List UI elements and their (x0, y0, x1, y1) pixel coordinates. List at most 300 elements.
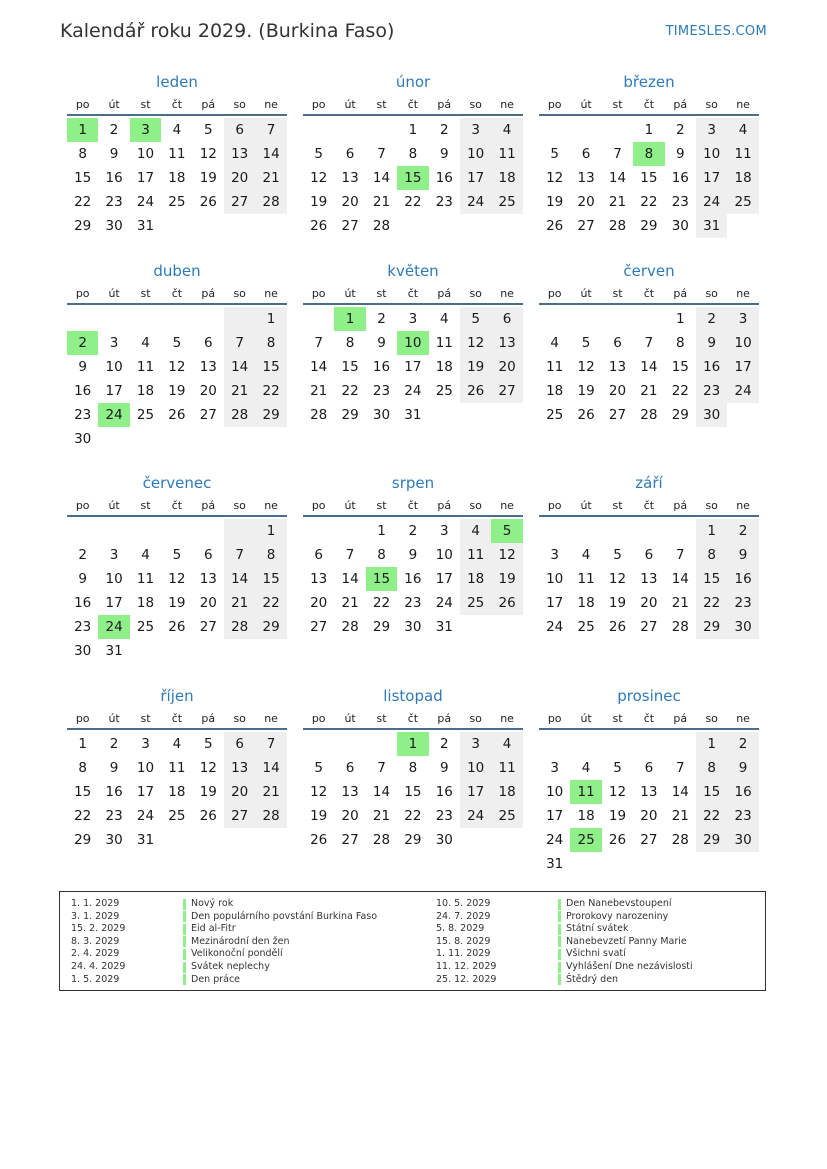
day-cell[interactable]: 13 (224, 756, 255, 780)
day-cell[interactable]: 2 (408, 523, 418, 539)
day-cell[interactable]: 13 (199, 571, 217, 587)
day-cell[interactable]: 23 (74, 619, 92, 635)
day-cell[interactable]: 24 (435, 595, 453, 611)
day-cell[interactable]: 30 (435, 832, 453, 848)
day-cell[interactable]: 23 (404, 595, 422, 611)
day-cell[interactable]: 13 (491, 331, 522, 355)
day-cell[interactable]: 19 (199, 784, 217, 800)
holiday-day-cell[interactable]: 1 (67, 118, 98, 142)
day-cell[interactable]: 28 (224, 615, 255, 639)
day-cell[interactable]: 9 (377, 335, 386, 351)
day-cell[interactable]: 20 (199, 595, 217, 611)
day-cell[interactable]: 25 (168, 194, 186, 210)
holiday-day-cell[interactable]: 11 (570, 780, 601, 804)
day-cell[interactable]: 24 (136, 194, 155, 210)
day-cell[interactable]: 20 (341, 194, 359, 210)
day-cell[interactable]: 7 (377, 760, 386, 776)
day-cell[interactable]: 8 (408, 760, 418, 776)
day-cell[interactable]: 1 (696, 519, 727, 543)
day-cell[interactable]: 14 (255, 756, 286, 780)
day-cell[interactable]: 27 (224, 804, 255, 828)
day-cell[interactable]: 14 (640, 359, 658, 375)
day-cell[interactable]: 9 (696, 331, 727, 355)
day-cell[interactable]: 18 (136, 383, 155, 399)
day-cell[interactable]: 11 (577, 571, 595, 587)
day-cell[interactable]: 1 (255, 519, 286, 543)
day-cell[interactable]: 3 (727, 307, 758, 331)
day-cell[interactable]: 27 (640, 619, 658, 635)
day-cell[interactable]: 2 (727, 519, 758, 543)
day-cell[interactable]: 18 (168, 784, 186, 800)
day-cell[interactable]: 23 (696, 379, 727, 403)
holiday-day-cell[interactable]: 1 (397, 732, 428, 756)
day-cell[interactable]: 1 (696, 732, 727, 756)
day-cell[interactable]: 16 (105, 784, 123, 800)
day-cell[interactable]: 22 (255, 379, 286, 403)
day-cell[interactable]: 10 (136, 760, 155, 776)
day-cell[interactable]: 30 (727, 615, 758, 639)
day-cell[interactable]: 3 (550, 547, 559, 563)
day-cell[interactable]: 12 (199, 760, 217, 776)
day-cell[interactable]: 22 (372, 595, 391, 611)
day-cell[interactable]: 17 (696, 166, 727, 190)
day-cell[interactable]: 16 (404, 571, 422, 587)
day-cell[interactable]: 22 (74, 808, 92, 824)
holiday-day-cell[interactable]: 10 (397, 331, 428, 355)
day-cell[interactable]: 21 (341, 595, 359, 611)
day-cell[interactable]: 24 (404, 383, 422, 399)
day-cell[interactable]: 24 (460, 190, 491, 214)
day-cell[interactable]: 5 (460, 307, 491, 331)
day-cell[interactable]: 26 (491, 591, 522, 615)
day-cell[interactable]: 13 (608, 359, 627, 375)
day-cell[interactable]: 20 (640, 808, 658, 824)
day-cell[interactable]: 19 (199, 170, 217, 186)
day-cell[interactable]: 16 (435, 784, 453, 800)
day-cell[interactable]: 26 (608, 619, 627, 635)
day-cell[interactable]: 5 (581, 335, 591, 351)
day-cell[interactable]: 19 (168, 595, 186, 611)
day-cell[interactable]: 19 (460, 355, 491, 379)
day-cell[interactable]: 14 (372, 170, 391, 186)
day-cell[interactable]: 4 (460, 519, 491, 543)
day-cell[interactable]: 13 (341, 784, 359, 800)
day-cell[interactable]: 20 (640, 595, 658, 611)
day-cell[interactable]: 20 (310, 595, 328, 611)
day-cell[interactable]: 19 (310, 808, 328, 824)
day-cell[interactable]: 11 (136, 571, 155, 587)
day-cell[interactable]: 9 (727, 543, 758, 567)
day-cell[interactable]: 3 (460, 118, 491, 142)
day-cell[interactable]: 2 (675, 122, 685, 138)
day-cell[interactable]: 21 (224, 379, 255, 403)
day-cell[interactable]: 10 (460, 756, 491, 780)
day-cell[interactable]: 9 (439, 146, 449, 162)
day-cell[interactable]: 24 (546, 832, 564, 848)
day-cell[interactable]: 7 (675, 547, 685, 563)
day-cell[interactable]: 10 (136, 146, 155, 162)
day-cell[interactable]: 14 (341, 571, 359, 587)
day-cell[interactable]: 17 (435, 571, 453, 587)
day-cell[interactable]: 12 (310, 784, 328, 800)
day-cell[interactable]: 2 (439, 122, 449, 138)
day-cell[interactable]: 17 (105, 383, 123, 399)
day-cell[interactable]: 16 (727, 567, 758, 591)
day-cell[interactable]: 10 (546, 784, 564, 800)
day-cell[interactable]: 2 (439, 736, 449, 752)
day-cell[interactable]: 8 (78, 146, 87, 162)
day-cell[interactable]: 5 (203, 122, 213, 138)
day-cell[interactable]: 30 (74, 643, 92, 659)
day-cell[interactable]: 24 (546, 619, 564, 635)
day-cell[interactable]: 14 (671, 784, 689, 800)
day-cell[interactable]: 21 (608, 194, 627, 210)
day-cell[interactable]: 8 (408, 146, 418, 162)
day-cell[interactable]: 15 (255, 355, 286, 379)
day-cell[interactable]: 3 (109, 335, 119, 351)
day-cell[interactable]: 4 (581, 760, 591, 776)
day-cell[interactable]: 22 (404, 808, 422, 824)
day-cell[interactable]: 31 (696, 214, 727, 238)
day-cell[interactable]: 24 (460, 804, 491, 828)
day-cell[interactable]: 5 (203, 736, 213, 752)
day-cell[interactable]: 25 (136, 619, 155, 635)
day-cell[interactable]: 15 (255, 567, 286, 591)
day-cell[interactable]: 1 (408, 122, 418, 138)
day-cell[interactable]: 26 (199, 808, 217, 824)
day-cell[interactable]: 30 (671, 218, 689, 234)
day-cell[interactable]: 28 (255, 804, 286, 828)
day-cell[interactable]: 6 (345, 146, 355, 162)
day-cell[interactable]: 28 (372, 218, 391, 234)
day-cell[interactable]: 12 (608, 784, 627, 800)
holiday-day-cell[interactable]: 1 (334, 307, 365, 331)
day-cell[interactable]: 2 (696, 307, 727, 331)
day-cell[interactable]: 10 (460, 142, 491, 166)
day-cell[interactable]: 13 (577, 170, 595, 186)
day-cell[interactable]: 17 (546, 595, 564, 611)
day-cell[interactable]: 16 (727, 780, 758, 804)
day-cell[interactable]: 23 (74, 407, 92, 423)
day-cell[interactable]: 28 (255, 190, 286, 214)
day-cell[interactable]: 20 (577, 194, 595, 210)
day-cell[interactable]: 25 (727, 190, 758, 214)
day-cell[interactable]: 9 (109, 760, 119, 776)
day-cell[interactable]: 29 (255, 615, 286, 639)
day-cell[interactable]: 30 (74, 431, 92, 447)
day-cell[interactable]: 27 (224, 190, 255, 214)
day-cell[interactable]: 9 (408, 547, 418, 563)
day-cell[interactable]: 29 (74, 218, 92, 234)
day-cell[interactable]: 30 (105, 832, 123, 848)
day-cell[interactable]: 18 (577, 595, 595, 611)
day-cell[interactable]: 9 (78, 359, 87, 375)
day-cell[interactable]: 16 (435, 170, 453, 186)
day-cell[interactable]: 26 (168, 407, 186, 423)
day-cell[interactable]: 16 (671, 170, 689, 186)
day-cell[interactable]: 14 (255, 142, 286, 166)
day-cell[interactable]: 11 (727, 142, 758, 166)
day-cell[interactable]: 8 (255, 543, 286, 567)
day-cell[interactable]: 5 (172, 335, 182, 351)
day-cell[interactable]: 22 (255, 591, 286, 615)
day-cell[interactable]: 5 (613, 760, 622, 776)
day-cell[interactable]: 6 (491, 307, 522, 331)
day-cell[interactable]: 27 (608, 407, 627, 423)
day-cell[interactable]: 12 (546, 170, 564, 186)
day-cell[interactable]: 10 (435, 547, 453, 563)
day-cell[interactable]: 17 (727, 355, 758, 379)
day-cell[interactable]: 29 (372, 619, 391, 635)
day-cell[interactable]: 20 (341, 808, 359, 824)
day-cell[interactable]: 8 (675, 335, 685, 351)
day-cell[interactable]: 20 (608, 383, 627, 399)
day-cell[interactable]: 30 (404, 619, 422, 635)
day-cell[interactable]: 7 (377, 146, 386, 162)
day-cell[interactable]: 30 (727, 828, 758, 852)
day-cell[interactable]: 7 (675, 760, 685, 776)
day-cell[interactable]: 16 (74, 595, 92, 611)
day-cell[interactable]: 14 (372, 784, 391, 800)
day-cell[interactable]: 7 (613, 146, 622, 162)
day-cell[interactable]: 6 (644, 760, 654, 776)
day-cell[interactable]: 27 (640, 832, 658, 848)
day-cell[interactable]: 7 (345, 547, 355, 563)
day-cell[interactable]: 31 (136, 832, 155, 848)
day-cell[interactable]: 3 (439, 523, 449, 539)
day-cell[interactable]: 6 (581, 146, 591, 162)
day-cell[interactable]: 22 (640, 194, 658, 210)
day-cell[interactable]: 12 (199, 146, 217, 162)
day-cell[interactable]: 23 (105, 194, 123, 210)
day-cell[interactable]: 19 (491, 567, 522, 591)
day-cell[interactable]: 6 (224, 732, 255, 756)
day-cell[interactable]: 21 (255, 780, 286, 804)
day-cell[interactable]: 8 (78, 760, 87, 776)
day-cell[interactable]: 8 (696, 756, 727, 780)
day-cell[interactable]: 7 (255, 118, 286, 142)
day-cell[interactable]: 19 (546, 194, 564, 210)
day-cell[interactable]: 18 (577, 808, 595, 824)
day-cell[interactable]: 4 (727, 118, 758, 142)
day-cell[interactable]: 29 (404, 832, 422, 848)
day-cell[interactable]: 23 (435, 194, 453, 210)
day-cell[interactable]: 15 (640, 170, 658, 186)
day-cell[interactable]: 3 (696, 118, 727, 142)
day-cell[interactable]: 28 (224, 403, 255, 427)
day-cell[interactable]: 31 (404, 407, 422, 423)
day-cell[interactable]: 6 (203, 335, 213, 351)
holiday-day-cell[interactable]: 8 (633, 142, 664, 166)
day-cell[interactable]: 4 (581, 547, 591, 563)
day-cell[interactable]: 21 (310, 383, 328, 399)
day-cell[interactable]: 16 (74, 383, 92, 399)
day-cell[interactable]: 2 (109, 122, 119, 138)
holiday-day-cell[interactable]: 24 (98, 615, 129, 639)
day-cell[interactable]: 16 (696, 355, 727, 379)
day-cell[interactable]: 20 (491, 355, 522, 379)
day-cell[interactable]: 9 (439, 760, 449, 776)
day-cell[interactable]: 26 (310, 218, 328, 234)
day-cell[interactable]: 3 (550, 760, 559, 776)
day-cell[interactable]: 21 (372, 194, 391, 210)
day-cell[interactable]: 27 (577, 218, 595, 234)
day-cell[interactable]: 1 (377, 523, 386, 539)
day-cell[interactable]: 2 (377, 311, 386, 327)
day-cell[interactable]: 15 (74, 784, 92, 800)
day-cell[interactable]: 3 (141, 736, 150, 752)
day-cell[interactable]: 3 (460, 732, 491, 756)
day-cell[interactable]: 13 (199, 359, 217, 375)
day-cell[interactable]: 13 (224, 142, 255, 166)
day-cell[interactable]: 25 (546, 407, 564, 423)
day-cell[interactable]: 9 (109, 146, 119, 162)
day-cell[interactable]: 6 (613, 335, 622, 351)
day-cell[interactable]: 12 (577, 359, 595, 375)
day-cell[interactable]: 25 (577, 619, 595, 635)
day-cell[interactable]: 24 (696, 190, 727, 214)
day-cell[interactable]: 13 (640, 571, 658, 587)
day-cell[interactable]: 15 (404, 784, 422, 800)
day-cell[interactable]: 22 (404, 194, 422, 210)
day-cell[interactable]: 12 (608, 571, 627, 587)
day-cell[interactable]: 30 (372, 407, 391, 423)
day-cell[interactable]: 25 (491, 804, 522, 828)
day-cell[interactable]: 18 (491, 780, 522, 804)
day-cell[interactable]: 9 (727, 756, 758, 780)
day-cell[interactable]: 4 (141, 547, 150, 563)
day-cell[interactable]: 7 (314, 335, 323, 351)
day-cell[interactable]: 9 (78, 571, 87, 587)
day-cell[interactable]: 23 (435, 808, 453, 824)
day-cell[interactable]: 17 (136, 170, 155, 186)
day-cell[interactable]: 23 (671, 194, 689, 210)
day-cell[interactable]: 25 (168, 808, 186, 824)
day-cell[interactable]: 28 (640, 407, 658, 423)
day-cell[interactable]: 29 (696, 828, 727, 852)
day-cell[interactable]: 11 (546, 359, 564, 375)
day-cell[interactable]: 22 (74, 194, 92, 210)
day-cell[interactable]: 8 (345, 335, 355, 351)
day-cell[interactable]: 6 (224, 118, 255, 142)
day-cell[interactable]: 16 (372, 359, 391, 375)
day-cell[interactable]: 1 (675, 311, 685, 327)
day-cell[interactable]: 15 (74, 170, 92, 186)
day-cell[interactable]: 6 (314, 547, 323, 563)
day-cell[interactable]: 20 (224, 780, 255, 804)
day-cell[interactable]: 2 (78, 547, 87, 563)
day-cell[interactable]: 25 (136, 407, 155, 423)
day-cell[interactable]: 31 (435, 619, 453, 635)
day-cell[interactable]: 22 (696, 591, 727, 615)
day-cell[interactable]: 14 (608, 170, 627, 186)
holiday-day-cell[interactable]: 24 (98, 403, 129, 427)
day-cell[interactable]: 30 (105, 218, 123, 234)
day-cell[interactable]: 26 (577, 407, 595, 423)
day-cell[interactable]: 1 (644, 122, 654, 138)
day-cell[interactable]: 27 (199, 619, 217, 635)
day-cell[interactable]: 7 (224, 543, 255, 567)
day-cell[interactable]: 10 (696, 142, 727, 166)
day-cell[interactable]: 26 (310, 832, 328, 848)
day-cell[interactable]: 4 (172, 122, 182, 138)
day-cell[interactable]: 12 (168, 571, 186, 587)
day-cell[interactable]: 16 (105, 170, 123, 186)
day-cell[interactable]: 20 (199, 383, 217, 399)
day-cell[interactable]: 18 (460, 567, 491, 591)
day-cell[interactable]: 19 (608, 808, 627, 824)
day-cell[interactable]: 2 (727, 732, 758, 756)
day-cell[interactable]: 20 (224, 166, 255, 190)
day-cell[interactable]: 26 (460, 379, 491, 403)
day-cell[interactable]: 13 (310, 571, 328, 587)
day-cell[interactable]: 27 (341, 832, 359, 848)
day-cell[interactable]: 19 (168, 383, 186, 399)
day-cell[interactable]: 23 (105, 808, 123, 824)
holiday-day-cell[interactable]: 25 (570, 828, 601, 852)
day-cell[interactable]: 21 (224, 591, 255, 615)
day-cell[interactable]: 23 (372, 383, 391, 399)
day-cell[interactable]: 6 (345, 760, 355, 776)
day-cell[interactable]: 4 (491, 118, 522, 142)
day-cell[interactable]: 5 (314, 146, 323, 162)
day-cell[interactable]: 15 (696, 567, 727, 591)
day-cell[interactable]: 10 (105, 571, 123, 587)
day-cell[interactable]: 14 (224, 567, 255, 591)
day-cell[interactable]: 19 (577, 383, 595, 399)
day-cell[interactable]: 29 (341, 407, 359, 423)
day-cell[interactable]: 18 (168, 170, 186, 186)
day-cell[interactable]: 17 (105, 595, 123, 611)
day-cell[interactable]: 17 (460, 780, 491, 804)
day-cell[interactable]: 17 (546, 808, 564, 824)
day-cell[interactable]: 29 (671, 407, 689, 423)
day-cell[interactable]: 15 (696, 780, 727, 804)
day-cell[interactable]: 5 (172, 547, 182, 563)
holiday-day-cell[interactable]: 5 (491, 519, 522, 543)
day-cell[interactable]: 18 (727, 166, 758, 190)
day-cell[interactable]: 18 (136, 595, 155, 611)
day-cell[interactable]: 28 (310, 407, 328, 423)
day-cell[interactable]: 26 (546, 218, 564, 234)
day-cell[interactable]: 26 (199, 194, 217, 210)
day-cell[interactable]: 18 (546, 383, 564, 399)
day-cell[interactable]: 21 (671, 808, 689, 824)
day-cell[interactable]: 27 (491, 379, 522, 403)
day-cell[interactable]: 12 (460, 331, 491, 355)
day-cell[interactable]: 2 (109, 736, 119, 752)
day-cell[interactable]: 15 (341, 359, 359, 375)
day-cell[interactable]: 31 (546, 856, 564, 872)
day-cell[interactable]: 25 (491, 190, 522, 214)
day-cell[interactable]: 13 (640, 784, 658, 800)
day-cell[interactable]: 4 (550, 335, 559, 351)
brand-logo-text[interactable]: TIMESLES.COM (665, 24, 767, 39)
day-cell[interactable]: 29 (255, 403, 286, 427)
holiday-day-cell[interactable]: 15 (397, 166, 428, 190)
day-cell[interactable]: 25 (460, 591, 491, 615)
day-cell[interactable]: 17 (460, 166, 491, 190)
day-cell[interactable]: 19 (608, 595, 627, 611)
day-cell[interactable]: 4 (491, 732, 522, 756)
day-cell[interactable]: 7 (224, 331, 255, 355)
day-cell[interactable]: 6 (644, 547, 654, 563)
day-cell[interactable]: 5 (314, 760, 323, 776)
day-cell[interactable]: 28 (608, 218, 627, 234)
day-cell[interactable]: 4 (439, 311, 449, 327)
day-cell[interactable]: 21 (372, 808, 391, 824)
day-cell[interactable]: 31 (105, 643, 123, 659)
